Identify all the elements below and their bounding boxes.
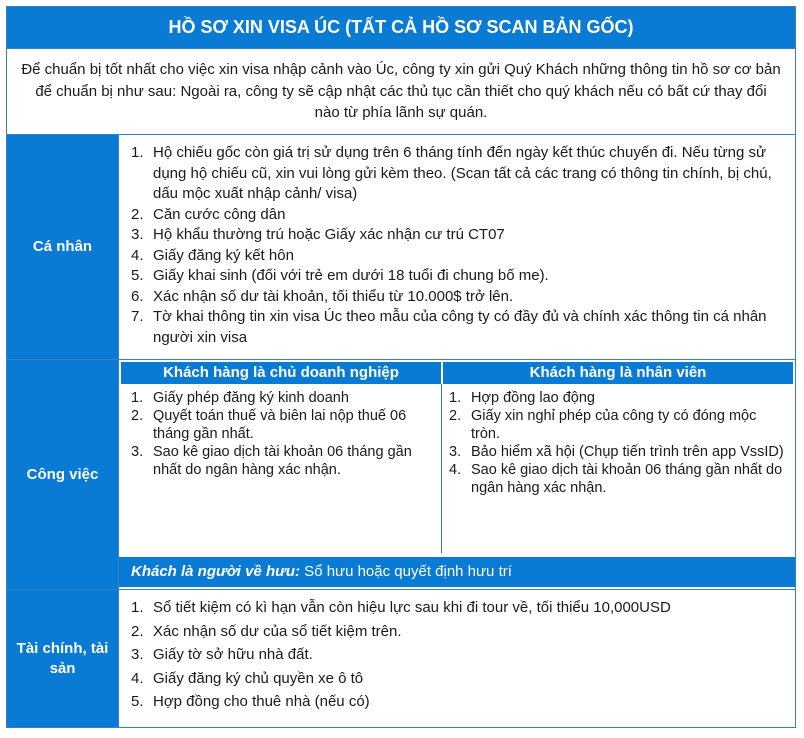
list-item: 3. Hộ khẩu thường trú hoặc Giấy xác nhận cư trú CT07 [131, 226, 505, 243]
personal-label-text: Cá nhân [32, 238, 93, 255]
list-item: 3. Bảo hiểm xã hội (Chụp tiến trình trên app VssID) [449, 444, 784, 460]
business-owner-heading: Khách hàng là chủ doanh nghiệp [121, 362, 441, 384]
visa-document-table [6, 6, 796, 728]
list-item: 2. Căn cước công dân [131, 205, 286, 223]
list-item: 2. Xác nhận số dư của sổ tiết kiệm trên. [131, 622, 402, 640]
retiree-label: Khách là người về hưu: [131, 563, 301, 580]
list-item: 2. Quyết toán thuế và biên lai nộp thuế 06 tháng gần nhất. [131, 408, 407, 442]
list-item: 4. Sao kê giao dịch tài khoản 06 tháng gần nhất do ngân hàng xác nhận. [449, 462, 783, 496]
personal-documents [119, 135, 795, 359]
list-item: 7. Tờ khai thông tin xin visa Úc theo mẫu của công ty có đầy đủ và chính xác thông tin cá nhân người xin visa [131, 308, 767, 346]
list-item: 4. Giấy đăng ký chủ quyền xe ô tô [131, 669, 364, 687]
list-item: 3. Sao kê giao dịch tài khoản 06 tháng gần nhất do ngân hàng xác nhận. [131, 444, 412, 478]
list-item: 3. Giấy tờ sở hữu nhà đất. [131, 646, 313, 663]
list-item: 1. Hộ chiếu gốc còn giá trị sử dụng trên 6 tháng tính đến ngày kết thúc chuyến đi. Nếu từng sử dụng hộ chiếu cũ, xin vui lòng gửi kèm theo. (Scan tất cả các trang có thông tin chính, bị chú, dấu mộc xuất nhập cảnh/ visa) [131, 144, 772, 202]
finance-list [119, 590, 795, 714]
list-item: 4. Giấy đăng ký kết hôn [131, 246, 294, 264]
work-label-text: Công việc [26, 466, 99, 483]
list-item: 2. Giấy xin nghỉ phép của công ty có đóng mộc tròn. [449, 408, 757, 442]
employee-list [449, 389, 785, 497]
intro-paragraph: Để chuẩn bị tốt nhất cho việc xin visa nhập cảnh vào Úc, công ty xin gửi Quý Khách những thông tin hồ sơ cơ bản để chuẩn bị như sau: Ngoài ra, công ty sẽ cập nhật các thủ tục cần thiết cho quý khách nếu có bất cứ thay đổi nào từ phía lãnh sự quán. [7, 49, 795, 135]
finance-documents [119, 590, 795, 727]
employee-heading: Khách hàng là nhân viên [443, 362, 793, 384]
list-item: 5. Hợp đồng cho thuê nhà (nếu có) [131, 693, 370, 710]
list-item: 1. Giấy phép đăng ký kinh doanh [131, 390, 349, 406]
employee-documents [449, 389, 785, 497]
list-item: 1. Sổ tiết kiệm có kì hạn vẫn còn hiệu lực sau khi đi tour về, tối thiểu 10,000USD [131, 599, 671, 616]
business-owner-list [131, 389, 437, 479]
business-owner-documents [131, 389, 437, 479]
row-divider [7, 359, 795, 360]
list-item: 1. Hợp đồng lao động [449, 390, 595, 406]
retiree-text: Sổ hưu hoặc quyết định hưu trí [300, 563, 512, 580]
section-label-personal [7, 135, 119, 359]
column-divider [441, 384, 442, 553]
document-title: HỒ SƠ XIN VISA ÚC (TẤT CẢ HỒ SƠ SCAN BẢN GỐC) [7, 7, 795, 49]
retiree-row [119, 557, 795, 587]
personal-list [119, 135, 795, 348]
list-item: 5. Giấy khai sinh (đối với trẻ em dưới 18 tuổi đi chung bố me). [131, 267, 549, 284]
section-label-finance [7, 590, 119, 727]
list-item: 6. Xác nhận số dư tài khoản, tối thiểu từ 10.000$ trở lên. [131, 287, 514, 305]
finance-label-text: Tài chính, tài sản [16, 639, 109, 677]
section-label-work [7, 360, 119, 590]
